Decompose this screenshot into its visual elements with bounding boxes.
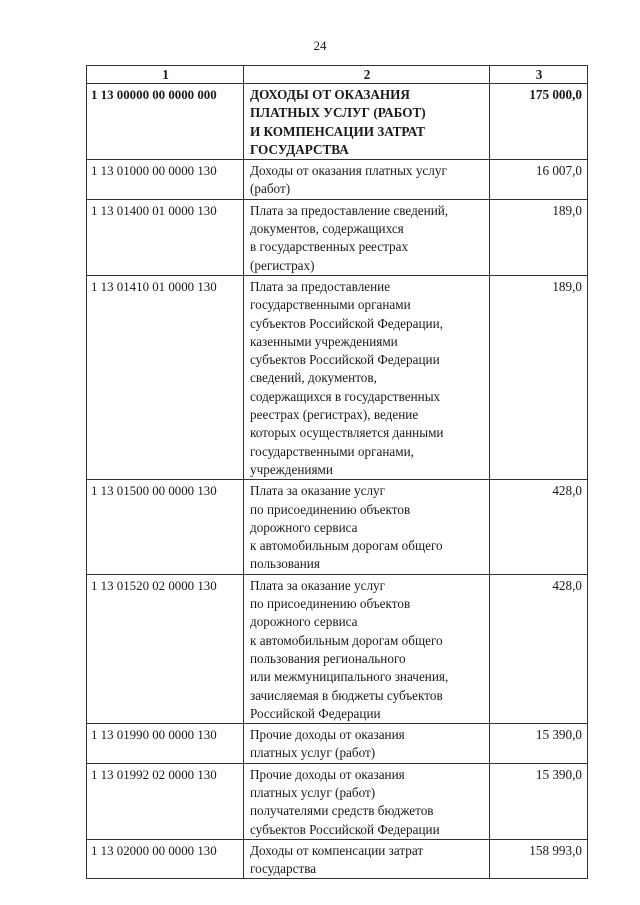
amount-cell: 158 993,0: [490, 839, 588, 879]
revenue-name-line: по присоединению объектов: [250, 501, 411, 517]
table-row: [87, 763, 588, 839]
table-row: [87, 84, 588, 160]
column-header-name: 2: [244, 66, 490, 84]
amount-cell: 189,0: [490, 199, 588, 275]
budget-code-cell: 1 13 01000 00 0000 130: [87, 160, 244, 200]
budget-code-cell: 1 13 01520 02 0000 130: [87, 574, 244, 723]
amount-cell: 175 000,0: [490, 84, 588, 160]
revenue-name-cell: [244, 160, 490, 200]
revenue-name-line: Прочие доходы от оказания: [250, 766, 405, 782]
revenue-name-line: сведений, документов,: [250, 370, 377, 386]
column-header-amount: 3: [490, 66, 588, 84]
budget-code-cell: 1 13 00000 00 0000 000: [87, 84, 244, 160]
amount-cell: 428,0: [490, 480, 588, 574]
revenue-name-line: пользования регионального: [250, 650, 406, 666]
revenue-name-line: государственными органами,: [250, 443, 414, 459]
revenue-name-line: к автомобильным дорогам общего: [250, 538, 443, 554]
revenue-name-line: дорожного сервиса: [250, 519, 358, 535]
table-header-row: [87, 66, 588, 84]
revenue-name-line: Плата за предоставление сведений,: [250, 202, 449, 218]
revenue-name-line: зачисляемая в бюджеты субъектов: [250, 687, 443, 703]
revenue-name-cell: [244, 574, 490, 723]
revenue-name-line: к автомобильным дорогам общего: [250, 632, 443, 648]
revenue-name-cell: [244, 480, 490, 574]
table-row: [87, 199, 588, 275]
amount-cell: 15 390,0: [490, 724, 588, 764]
revenue-name-line: И КОМПЕНСАЦИИ ЗАТРАТ: [250, 123, 425, 139]
revenue-name-line: платных услуг (работ): [250, 784, 376, 800]
revenue-name-line: Плата за оказание услуг: [250, 577, 386, 593]
revenue-name-cell: [244, 84, 490, 160]
revenue-name-line: казенными учреждениями: [250, 333, 398, 349]
budget-code-cell: 1 13 02000 00 0000 130: [87, 839, 244, 879]
revenue-name-line: (регистрах): [250, 257, 315, 273]
budget-table: [86, 65, 588, 879]
revenue-name-line: Прочие доходы от оказания: [250, 727, 405, 743]
amount-cell: 189,0: [490, 275, 588, 479]
revenue-name-line: Российской Федерации: [250, 705, 381, 721]
budget-code-cell: 1 13 01992 02 0000 130: [87, 763, 244, 839]
revenue-name-line: учреждениями: [250, 461, 333, 477]
budget-code-cell: 1 13 01410 01 0000 130: [87, 275, 244, 479]
amount-cell: 16 007,0: [490, 160, 588, 200]
page-number: 24: [313, 38, 327, 53]
table-body: [87, 84, 588, 879]
budget-code-cell: 1 13 01400 01 0000 130: [87, 199, 244, 275]
budget-code-cell: 1 13 01500 00 0000 130: [87, 480, 244, 574]
table-row: [87, 574, 588, 723]
revenue-name-line: Доходы от компенсации затрат: [250, 842, 424, 858]
revenue-name-line: Плата за оказание услуг: [250, 483, 386, 499]
revenue-name-line: дорожного сервиса: [250, 614, 358, 630]
revenue-name-line: ПЛАТНЫХ УСЛУГ (РАБОТ): [250, 105, 426, 121]
table-row: [87, 160, 588, 200]
revenue-name-line: по присоединению объектов: [250, 596, 411, 612]
revenue-name-line: (работ): [250, 181, 291, 197]
column-header-code: 1: [87, 66, 244, 84]
revenue-name-line: получателями средств бюджетов: [250, 803, 434, 819]
revenue-name-line: документов, содержащихся: [250, 221, 404, 237]
revenue-name-cell: [244, 839, 490, 879]
table-row: [87, 275, 588, 479]
revenue-name-cell: [244, 275, 490, 479]
revenue-name-line: или межмуниципального значения,: [250, 669, 449, 685]
revenue-name-line: пользования: [250, 556, 320, 572]
table-row: [87, 480, 588, 574]
revenue-name-line: в государственных реестрах: [250, 239, 409, 255]
revenue-name-line: содержащихся в государственных: [250, 388, 441, 404]
revenue-name-line: субъектов Российской Федерации: [250, 821, 440, 837]
table-row: [87, 724, 588, 764]
revenue-name-line: ГОСУДАРСТВА: [250, 141, 349, 157]
revenue-name-line: которых осуществляется данными: [250, 425, 444, 441]
revenue-name-line: Доходы от оказания платных услуг: [250, 163, 447, 179]
revenue-name-line: платных услуг (работ): [250, 745, 376, 761]
revenue-name-line: государства: [250, 861, 317, 877]
revenue-name-line: ДОХОДЫ ОТ ОКАЗАНИЯ: [250, 87, 410, 102]
revenue-name-cell: [244, 724, 490, 764]
revenue-name-cell: [244, 199, 490, 275]
revenue-name-cell: [244, 763, 490, 839]
amount-cell: 428,0: [490, 574, 588, 723]
revenue-name-line: субъектов Российской Федерации,: [250, 315, 443, 331]
revenue-name-line: субъектов Российской Федерации: [250, 352, 440, 368]
revenue-name-line: реестрах (регистрах), ведение: [250, 407, 419, 423]
revenue-name-line: Плата за предоставление: [250, 278, 391, 294]
table-row: [87, 839, 588, 879]
amount-cell: 15 390,0: [490, 763, 588, 839]
budget-code-cell: 1 13 01990 00 0000 130: [87, 724, 244, 764]
revenue-name-line: государственными органами: [250, 297, 411, 313]
